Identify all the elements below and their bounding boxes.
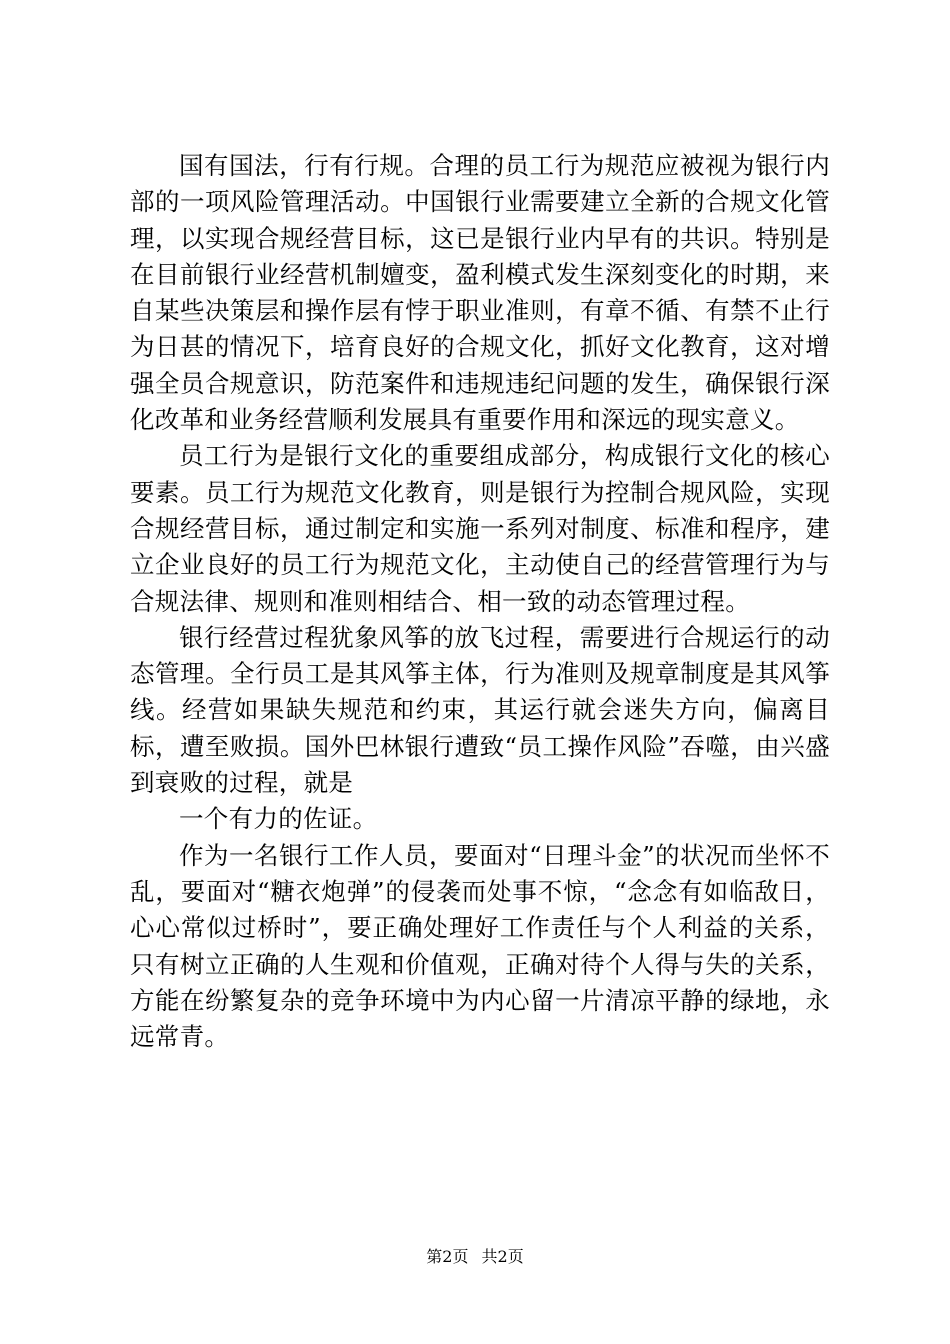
paragraph-1: 国有国法，行有行规。合理的员工行为规范应被视为银行内部的一项风险管理活动。中国银行业需要建立全新的合规文化管理，以实现合规经营目标，这已是银行业内早有的共识。特别是在目前银行业经营机制嬗变，盈利模式发生深刻变化的时期，来自某些决策层和操作层有悖于职业准则，有章不循、有禁不止行为日甚的情况下，培育良好的合规文化，抓好文化教育，这对增强全员合规意识，防范案件和违规违纪问题的发生，确保银行深化改革和业务经营顺利发展具有重要作用和深远的现实意义。: [130, 151, 830, 435]
page-total: 共2页: [481, 1247, 524, 1266]
document-body: [130, 148, 830, 1055]
page-number: 第2页: [426, 1247, 469, 1266]
paragraph-2: 员工行为是银行文化的重要组成部分，构成银行文化的核心要素。员工行为规范文化教育，则是银行为控制合规风险，实现合规经营目标，通过制定和实施一系列对制度、标准和程序，建立企业良好的员工行为规范文化，主动使自己的经营管理行为与合规法律、规则和准则相结合、相一致的动态管理过程。: [130, 441, 830, 616]
page-footer: [0, 1244, 950, 1267]
paragraph-4: 作为一名银行工作人员，要面对“日理斗金”的状况而坐怀不乱，要面对“糖衣炮弹”的侵袭而处事不惊，“念念有如临敌日，心心常似过桥时”，要正确处理好工作责任与个人利益的关系，只有树立正确的人生观和价值观，正确对待个人得与失的关系，方能在纷繁复杂的竞争环境中为内心留一片清凉平静的绿地，永远常青。: [130, 840, 830, 1052]
paragraph-3: 银行经营过程犹象风筝的放飞过程，需要进行合规运行的动态管理。全行员工是其风筝主体，行为准则及规章制度是其风筝线。经营如果缺失规范和约束，其运行就会迷失方向，偏离目标，遭至败损。国外巴林银行遭致“员工操作风险”吞噬，由兴盛到衰败的过程，就是: [130, 622, 830, 798]
paragraph-3-continuation: 一个有力的佐证。: [179, 804, 378, 834]
